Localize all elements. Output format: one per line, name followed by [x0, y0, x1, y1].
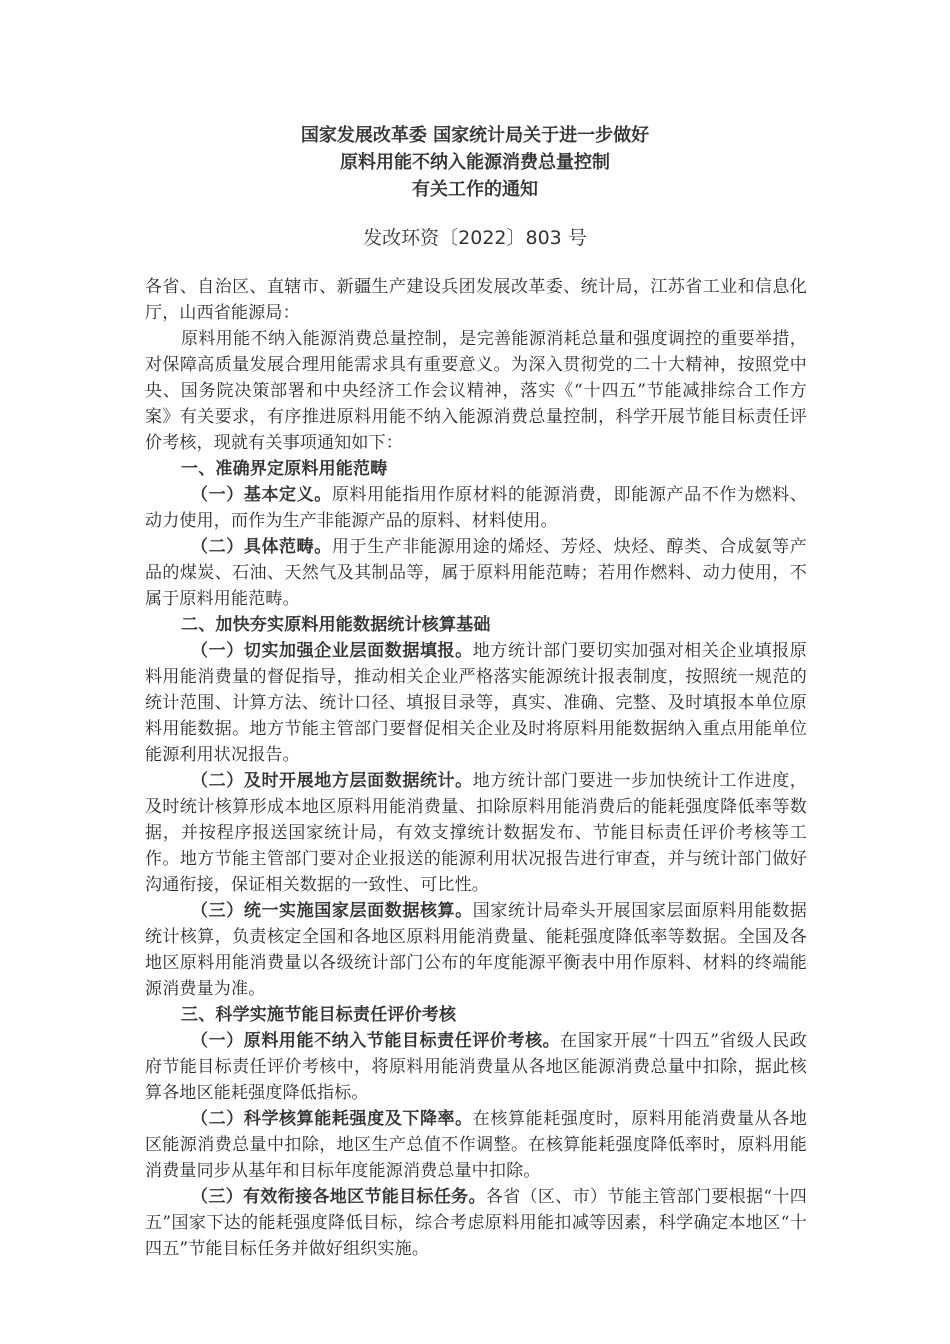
item-text: 地方统计部门要进一步加快统计工作进度，及时统计核算形成本地区原料用能消费量、扣除原料用能消费后的能耗强度降低率等数据，并按程序报送国家统计局，有效支撑统计数据发布、节能目标责任评价考核等工作。地方节能主管部门要对企业报送的能源利用状况报告进行审查，并与统计部门做好沟通衔接，保证相关数据的一致性、可比性。	[145, 771, 807, 895]
item-label: （二）具体范畴。	[191, 537, 332, 557]
addressee: 各省、自治区、直辖市、新疆生产建设兵团发展改革委、统计局，江苏省工业和信息化厅，山西省能源局：	[145, 277, 807, 323]
item-label: （一）基本定义。	[191, 485, 332, 505]
item-text: 国家统计局牵头开展国家层面原料用能数据统计核算，负责核定全国和各地区原料用能消费量、能耗强度降低率等数据。全国及各地区原料用能消费量以各级统计部门公布的年度能源平衡表中用作原料、材料的终端能源消费量为准。	[145, 901, 807, 999]
item-text: 原料用能指用作原材料的能源消费，即能源产品不作为燃料、动力使用，而作为生产非能源产品的原料、材料使用。	[145, 485, 807, 531]
intro-paragraph: 原料用能不纳入能源消费总量控制，是完善能源消耗总量和强度调控的重要举措，对保障高质量发展合理用能需求具有重要意义。为深入贯彻党的二十大精神，按照党中央、国务院决策部署和中央经济工作会议精神，落实《“十四五”节能减排综合工作方案》有关要求，有序推进原料用能不纳入能源消费总量控制，科学开展节能目标责任评价考核，现就有关事项通知如下：	[145, 329, 807, 453]
item-label: （一）原料用能不纳入节能目标责任评价考核。	[191, 1031, 561, 1051]
document-title	[0, 122, 950, 203]
item-label: （三）统一实施国家层面数据核算。	[191, 901, 473, 921]
item-text: 在国家开展“十四五”省级人民政府节能目标责任评价考核中，将原料用能消费量从各地区能源消费总量中扣除，据此核算各地区能耗强度降低指标。	[145, 1031, 807, 1103]
item-label: （三）有效衔接各地区节能目标任务。	[191, 1187, 486, 1207]
item-text: 地方统计部门要切实加强对相关企业填报原料用能消费量的督促指导，推动相关企业严格落实能源统计报表制度，按照统一规范的统计范围、计算方法、统计口径、填报目录等，真实、准确、完整、及时填报本单位原料用能数据。地方节能主管部门要督促相关企业及时将原料用能数据纳入重点用能单位能源利用状况报告。	[145, 641, 807, 765]
section-3-item-3	[145, 1184, 807, 1262]
item-text: 在核算能耗强度时，原料用能消费量从各地区能源消费总量中扣除，地区生产总值不作调整。在核算能耗强度降低率时，原料用能消费量同步从基年和目标年度能源消费总量中扣除。	[145, 1109, 807, 1181]
section-heading-1: 一、准确界定原料用能范畴	[181, 459, 388, 479]
item-text: 用于生产非能源用途的烯烃、芳烃、炔烃、醇类、合成氨等产品的煤炭、石油、天然气及其制品等，属于原料用能范畴；若用作燃料、动力使用，不属于原料用能范畴。	[145, 537, 807, 609]
item-label: （一）切实加强企业层面数据填报。	[191, 641, 473, 661]
title-line-2: 原料用能不纳入能源消费总量控制	[340, 152, 610, 173]
section-heading-3: 三、科学实施节能目标责任评价考核	[181, 1005, 457, 1025]
section-heading-2: 二、加快夯实原料用能数据统计核算基础	[181, 615, 491, 635]
section-1-item-1	[145, 482, 807, 534]
item-label: （二）及时开展地方层面数据统计。	[191, 771, 473, 791]
item-text: 各省（区、市）节能主管部门要根据“十四五”国家下达的能耗强度降低目标，综合考虑原料用能扣减等因素，科学确定本地区“十四五”节能目标任务并做好组织实施。	[145, 1187, 807, 1259]
document-number: 发改环资〔2022〕803 号	[363, 227, 587, 249]
section-1-item-2	[145, 534, 807, 612]
section-3-item-2	[145, 1106, 807, 1184]
section-2-item-3	[145, 898, 807, 1002]
section-3-item-1	[145, 1028, 807, 1106]
title-line-1: 国家发展改革委 国家统计局关于进一步做好	[300, 125, 650, 146]
document-body	[145, 274, 807, 1262]
title-line-3: 有关工作的通知	[412, 179, 538, 200]
section-2-item-2	[145, 768, 807, 898]
section-2-item-1	[145, 638, 807, 768]
item-label: （二）科学核算能耗强度及下降率。	[191, 1109, 473, 1129]
